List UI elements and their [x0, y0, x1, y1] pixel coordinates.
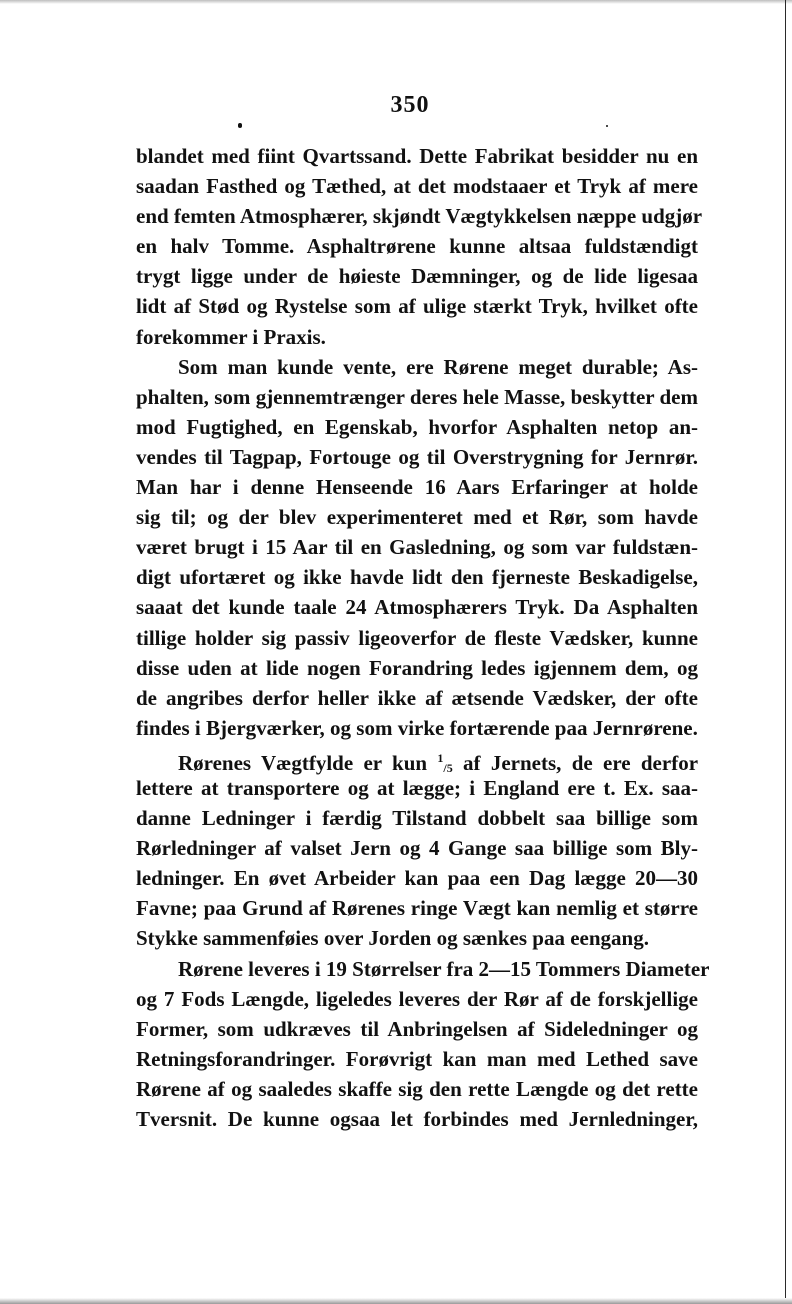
text-line: end femten Atmosphærer, skjøndt Vægtykkelsen næppe udgjør	[136, 204, 703, 229]
text-line: blandet med fiint Qvartssand. Dette Fabrikat besidder nu en	[136, 144, 698, 168]
text-line: Stykke sammenføies over Jorden og sænkes paa eengang.	[136, 926, 649, 951]
text-line: digt ufortæret og ikke havde lidt den fjerneste Beskadigelse,	[136, 565, 698, 590]
text-line: findes i Bjergværker, og som virke fortærende paa Jernrørene.	[136, 715, 698, 740]
text-line: mod Fugtighed, en Egenskab, hvorfor Asphalten netop an-	[136, 414, 698, 439]
text-line: Retningsforandringer. Forøvrigt kan man med Lethed save	[136, 1046, 698, 1071]
text-line: været brugt i 15 Aar til en Gasledning, og som var fuldstæn-	[136, 535, 698, 560]
text-line: Som man kunde vente, ere Rørene meget durable; As-	[178, 354, 698, 379]
fraction-denominator: /5	[443, 760, 453, 775]
text-line: de angribes derfor heller ikke af ætsende Vædsker, der ofte	[136, 685, 698, 710]
text-line: Former, som udkræves til Anbringelsen af Sideledninger og	[136, 1016, 698, 1041]
text-line: danne Ledninger i færdig Tilstand dobbelt saa billige som	[136, 806, 698, 831]
text-line: phalten, som gjennemtrænger deres hele Masse, beskytter dem	[136, 384, 698, 409]
text-line: vendes til Tagpap, Fortouge og til Overstrygning for Jernrør.	[136, 444, 698, 469]
page-number: 350	[390, 92, 430, 118]
text-line: forekommer i Praxis.	[136, 324, 326, 349]
text-line: saaat det kunde taale 24 Atmosphærers Tryk. Da Asphalten	[136, 595, 698, 620]
body-text	[136, 141, 710, 1134]
text-line: sig til; og der blev experimenteret med et Rør, som havde	[136, 505, 698, 530]
text-line: lidt af Stød og Rystelse som af ulige stærkt Tryk, hvilket ofte	[136, 294, 698, 319]
scan-top-edge	[0, 0, 792, 4]
text-fragment: af Jernets, de ere derfor	[463, 750, 699, 775]
text-line: og 7 Fods Længde, ligeledes leveres der Rør af de forskjellige	[136, 986, 698, 1011]
text-line: tillige holder sig passiv ligeoverfor de fleste Vædsker, kunne	[136, 625, 698, 650]
text-line: Tversnit. De kunne ogsaa let forbindes med Jernledninger,	[136, 1107, 698, 1131]
text-line: disse uden at lide nogen Forandring ledes igjennem dem, og	[136, 655, 698, 680]
ink-speck	[238, 123, 242, 128]
text-line: Rørledninger af valset Jern og 4 Gange saa billige som Bly-	[136, 836, 698, 861]
text-line: Rørene leveres i 19 Størrelser fra 2—15 Tommers Diameter	[178, 956, 710, 981]
scan-right-edge	[785, 0, 786, 1304]
text-line: Rørene af og saaledes skaffe sig den rette Længde og det rette	[136, 1076, 698, 1101]
text-line: lettere at transportere og at lægge; i England ere t. Ex. saa-	[136, 775, 698, 800]
text-line-with-fraction	[136, 743, 698, 773]
text-line: ledninger. En øvet Arbeider kan paa een Dag lægge 20—30	[136, 866, 698, 891]
scan-bottom-edge	[0, 1298, 792, 1304]
text-line: en halv Tomme. Asphaltrørene kunne altsaa fuldstændigt	[136, 234, 698, 259]
ink-speck	[606, 125, 608, 127]
text-line: Man har i denne Henseende 16 Aars Erfaringer at holde	[136, 475, 698, 500]
text-line: saadan Fasthed og Tæthed, at det modstaaer et Tryk af mere	[136, 174, 698, 199]
text-fragment: Rørenes Vægtfylde er kun	[178, 750, 428, 775]
text-line: trygt ligge under de høieste Dæmninger, og de lide ligesaa	[136, 264, 698, 289]
text-line: Favne; paa Grund af Rørenes ringe Vægt kan nemlig et større	[136, 896, 698, 921]
fraction-numerator: 1	[437, 750, 444, 765]
